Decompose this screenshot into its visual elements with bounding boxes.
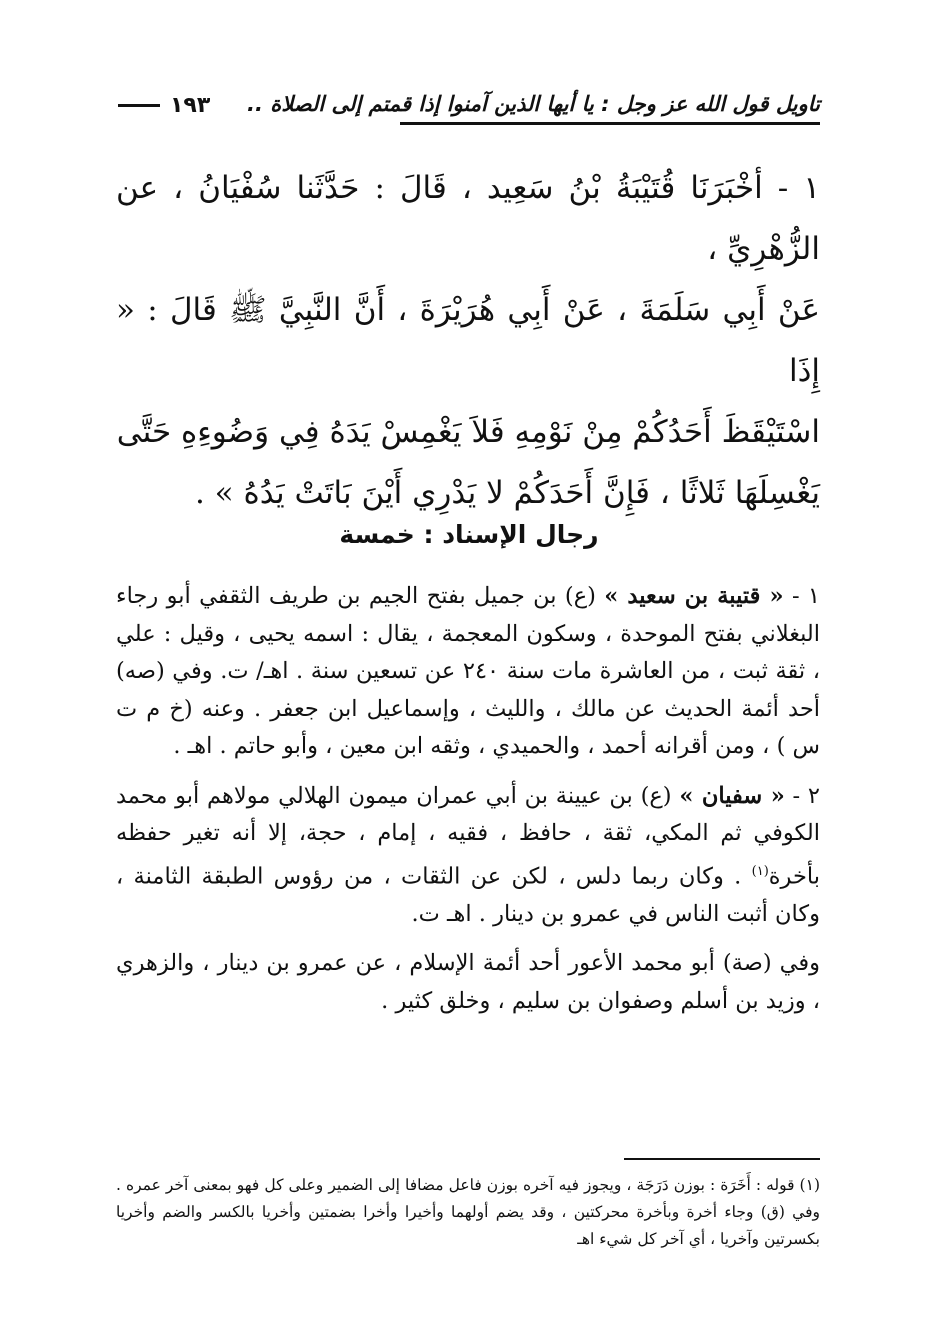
page-number: [118, 93, 210, 120]
section-title: رجال الإسناد : خمسة: [339, 520, 599, 549]
footnote: (١) قوله : أَخَرَة : بوزن دَرَجَة ، ويجوز فيه آخره بوزن فاعل مضافا إلى الضمير وعلى كل فهو بمعنى آخر عمره . وفي (ق) وجاء أخرة وبأخرة محركتين ، وقد يضم أولهما وأخيرا وأخرا بضمتين وأخريا بالكسر والضم وأخريا بكسرتين وآخريا ، أي آخر كل شيء اهـ: [116, 1176, 820, 1248]
header-rule: [400, 122, 820, 125]
hadith-line: ١ - أخْبَرَنَا قُتَيْبَةُ بْنُ سَعِيد ، قَالَ : حَدَّثَنا سُفْيَانُ ، عن الزُّهْرِيِّ ،: [116, 170, 820, 267]
page-header: [118, 80, 820, 120]
hadith-text: [116, 158, 820, 524]
narrators-commentary: [116, 578, 820, 1032]
running-title: تاويل قول الله عز وجل : يا أيها الذين آمنوا إذا قمتم إلى الصلاة ..: [247, 92, 820, 116]
narrator-name: « سفيان »: [679, 782, 785, 809]
hadith-line: عَنْ أَبِي سَلَمَةَ ، عَنْ أَبِي هُرَيْرَةَ ، أَنَّ النَّبِيَّ ﷺ قَالَ : « إِذَا: [116, 292, 820, 389]
entry-number: ٢ -: [792, 782, 821, 809]
entry-number: ١ -: [791, 583, 821, 609]
footnote-reference[interactable]: (١): [751, 863, 769, 879]
narrator-name: « قتيبة بن سعيد »: [604, 583, 784, 609]
page-number-dash: [118, 104, 160, 107]
hadith-line: اسْتَيْقَظَ أَحَدُكُمْ مِنْ نَوْمِهِ فَلاَ يَغْمِسْ يَدَهُ فِي وَضُوءِهِ حَتَّى: [116, 414, 820, 450]
footnote-rule: [624, 1158, 820, 1160]
narrator-entry: وفي (صة) أبو محمد الأعور أحد أئمة الإسلام ، عن عمرو بن دينار ، والزهري ، وزيد بن أسلم وصفوان بن سليم ، وخلق كثير .: [116, 950, 820, 1014]
narrator-entry: [116, 778, 820, 934]
hadith-line: يَغْسِلَهَا ثَلاثًا ، فَإِنَّ أَحَدَكُمْ لا يَدْرِي أَيْنَ بَاتَتْ يَدُهُ » .: [194, 475, 820, 511]
narrator-entry: [116, 578, 820, 766]
narrator-text: . وكان ربما دلس ، لكن عن الثقات ، من رؤوس الطبقة الثامنة ، وكان أثبت الناس في عمرو بن دينار . اهـ ت.: [116, 863, 820, 927]
narrator-text: (ع) بن عيينة بن أبي عمران ميمون الهلالي مولاهم أبو محمد الكوفي ثم المكي، ثقة ، حافظ ، فقيه ، إمام ، حجة، إلا أنه تغير حفظه بأخرة: [116, 782, 820, 889]
narrator-text: (ع) بن جميل بفتح الجيم بن طريف الثقفي أبو رجاء البغلاني بفتح الموحدة ، وسكون المعجمة ، يقال : اسمه يحيى ، وقيل : علي ، ثقة ثبت ، من العاشرة مات سنة ٢٤٠ عن تسعين سنة . اهـ/ ت. وفي (صه) أحد أئمة الحديث عن مالك ، والليث ، وإسماعيل ابن جعفر . وعنه (خ م ت س ) ، ومن أقرانه أحمد ، والحميدي ، وثقه ابن معين ، وأبو حاتم . اهـ .: [116, 583, 820, 759]
page-number-value: ١٩٣: [170, 93, 211, 118]
